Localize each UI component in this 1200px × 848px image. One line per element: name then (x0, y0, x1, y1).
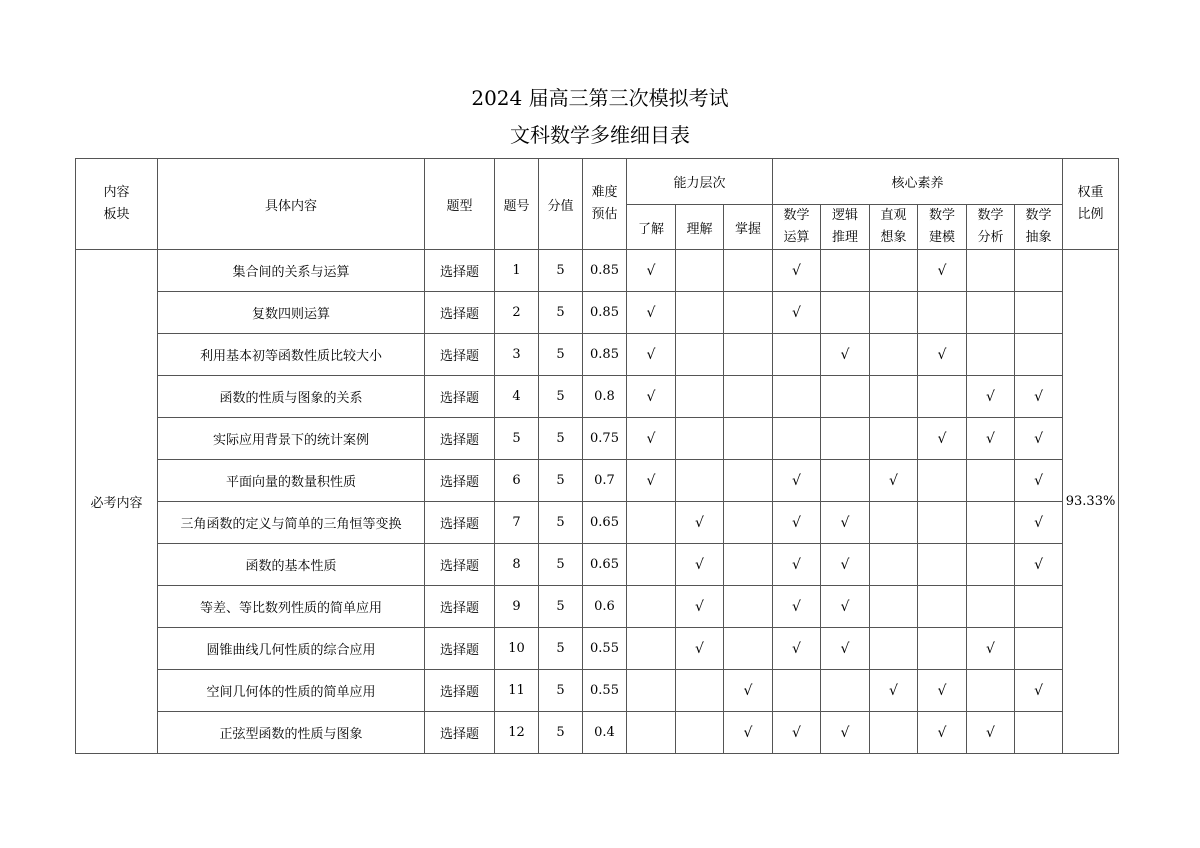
score-cell: 5 (539, 544, 583, 586)
ability-check-cell (627, 586, 676, 628)
ability-check-cell (676, 670, 724, 712)
literacy-check-cell (821, 250, 870, 292)
literacy-check-cell (918, 628, 967, 670)
number-cell: 3 (495, 334, 539, 376)
literacy-check-cell (967, 670, 1015, 712)
literacy-check-cell (870, 628, 918, 670)
header-block: 内容 板块 (76, 159, 158, 250)
literacy-check-cell (821, 418, 870, 460)
literacy-check-cell: √ (967, 712, 1015, 754)
literacy-check-cell (918, 460, 967, 502)
header-literacy: 数学 建模 (918, 205, 967, 250)
type-cell: 选择题 (425, 628, 495, 670)
literacy-check-cell: √ (821, 502, 870, 544)
header-literacy: 逻辑 推理 (821, 205, 870, 250)
score-cell: 5 (539, 670, 583, 712)
literacy-check-cell: √ (821, 712, 870, 754)
literacy-check-cell (1015, 292, 1063, 334)
literacy-check-cell (1015, 712, 1063, 754)
literacy-check-cell (870, 376, 918, 418)
literacy-check-cell (773, 670, 821, 712)
content-cell: 函数的性质与图象的关系 (158, 376, 425, 418)
ability-check-cell: √ (676, 502, 724, 544)
header-literacy: 直观 想象 (870, 205, 918, 250)
ability-check-cell (676, 376, 724, 418)
literacy-check-cell (821, 292, 870, 334)
ability-check-cell (724, 586, 773, 628)
type-cell: 选择题 (425, 502, 495, 544)
type-cell: 选择题 (425, 544, 495, 586)
score-cell: 5 (539, 334, 583, 376)
type-cell: 选择题 (425, 292, 495, 334)
number-cell: 12 (495, 712, 539, 754)
ability-check-cell: √ (724, 712, 773, 754)
literacy-check-cell: √ (870, 460, 918, 502)
table-row (76, 502, 1119, 544)
difficulty-cell: 0.4 (583, 712, 627, 754)
score-cell: 5 (539, 250, 583, 292)
literacy-check-cell: √ (967, 376, 1015, 418)
literacy-check-cell (773, 418, 821, 460)
literacy-check-cell (870, 334, 918, 376)
score-cell: 5 (539, 628, 583, 670)
ability-check-cell: √ (627, 250, 676, 292)
document-title: 2024 届高三第三次模拟考试 (471, 86, 729, 110)
type-cell: 选择题 (425, 418, 495, 460)
ability-check-cell (676, 292, 724, 334)
table-row (76, 460, 1119, 502)
literacy-check-cell: √ (1015, 460, 1063, 502)
content-cell: 集合间的关系与运算 (158, 250, 425, 292)
header-ability: 了解 (627, 205, 676, 250)
score-cell: 5 (539, 712, 583, 754)
content-cell: 函数的基本性质 (158, 544, 425, 586)
literacy-check-cell: √ (870, 670, 918, 712)
literacy-check-cell (821, 460, 870, 502)
literacy-check-cell (870, 712, 918, 754)
difficulty-cell: 0.55 (583, 628, 627, 670)
literacy-check-cell: √ (821, 628, 870, 670)
literacy-check-cell (773, 376, 821, 418)
literacy-check-cell (967, 544, 1015, 586)
literacy-check-cell: √ (773, 292, 821, 334)
literacy-check-cell: √ (821, 334, 870, 376)
ability-check-cell (724, 292, 773, 334)
ability-check-cell (676, 418, 724, 460)
table-row (76, 628, 1119, 670)
literacy-check-cell: √ (773, 628, 821, 670)
literacy-check-cell: √ (773, 502, 821, 544)
difficulty-cell: 0.85 (583, 334, 627, 376)
ability-check-cell (724, 250, 773, 292)
literacy-check-cell (870, 418, 918, 460)
table-row (76, 250, 1119, 292)
ability-check-cell (676, 460, 724, 502)
ability-check-cell (676, 250, 724, 292)
table-row (76, 544, 1119, 586)
content-cell: 等差、等比数列性质的简单应用 (158, 586, 425, 628)
type-cell: 选择题 (425, 712, 495, 754)
literacy-check-cell: √ (1015, 418, 1063, 460)
content-cell: 利用基本初等函数性质比较大小 (158, 334, 425, 376)
header-ability: 理解 (676, 205, 724, 250)
table-body (76, 250, 1119, 754)
literacy-check-cell (967, 586, 1015, 628)
number-cell: 9 (495, 586, 539, 628)
literacy-check-cell: √ (918, 334, 967, 376)
number-cell: 7 (495, 502, 539, 544)
literacy-check-cell: √ (1015, 670, 1063, 712)
ability-check-cell: √ (627, 418, 676, 460)
ability-check-cell (724, 628, 773, 670)
literacy-check-cell (918, 544, 967, 586)
block-label: 必考内容 (76, 250, 158, 754)
ability-check-cell: √ (627, 376, 676, 418)
ability-check-cell (724, 460, 773, 502)
score-cell: 5 (539, 376, 583, 418)
table-row (76, 670, 1119, 712)
literacy-check-cell: √ (918, 712, 967, 754)
ability-check-cell (676, 712, 724, 754)
literacy-check-cell (967, 502, 1015, 544)
difficulty-cell: 0.7 (583, 460, 627, 502)
ability-check-cell (724, 334, 773, 376)
ability-check-cell (724, 418, 773, 460)
type-cell: 选择题 (425, 460, 495, 502)
number-cell: 11 (495, 670, 539, 712)
literacy-check-cell: √ (967, 418, 1015, 460)
document-subtitle: 文科数学多维细目表 (510, 123, 690, 147)
ability-check-cell (724, 544, 773, 586)
content-cell: 平面向量的数量积性质 (158, 460, 425, 502)
ability-check-cell (627, 712, 676, 754)
literacy-check-cell (1015, 586, 1063, 628)
ability-check-cell: √ (724, 670, 773, 712)
literacy-check-cell (967, 292, 1015, 334)
header-score: 分值 (539, 159, 583, 250)
type-cell: 选择题 (425, 334, 495, 376)
literacy-check-cell: √ (1015, 544, 1063, 586)
literacy-check-cell: √ (773, 250, 821, 292)
literacy-check-cell (870, 544, 918, 586)
literacy-check-cell (1015, 334, 1063, 376)
ability-check-cell (627, 544, 676, 586)
header-ability: 掌握 (724, 205, 773, 250)
number-cell: 5 (495, 418, 539, 460)
difficulty-cell: 0.75 (583, 418, 627, 460)
difficulty-cell: 0.8 (583, 376, 627, 418)
literacy-check-cell: √ (773, 712, 821, 754)
number-cell: 4 (495, 376, 539, 418)
literacy-check-cell: √ (967, 628, 1015, 670)
score-cell: 5 (539, 418, 583, 460)
literacy-check-cell (870, 502, 918, 544)
table-row (76, 334, 1119, 376)
literacy-check-cell: √ (918, 418, 967, 460)
header-number: 题号 (495, 159, 539, 250)
difficulty-cell: 0.85 (583, 250, 627, 292)
literacy-check-cell: √ (918, 250, 967, 292)
weight-value: 93.33% (1063, 250, 1119, 754)
table-row (76, 418, 1119, 460)
score-cell: 5 (539, 502, 583, 544)
header-literacy: 数学 运算 (773, 205, 821, 250)
content-cell: 三角函数的定义与简单的三角恒等变换 (158, 502, 425, 544)
literacy-check-cell (918, 292, 967, 334)
literacy-check-cell (821, 376, 870, 418)
literacy-check-cell (918, 586, 967, 628)
literacy-check-cell (773, 334, 821, 376)
header-ability-group: 能力层次 (627, 159, 773, 205)
ability-check-cell: √ (627, 292, 676, 334)
type-cell: 选择题 (425, 670, 495, 712)
content-cell: 正弦型函数的性质与图象 (158, 712, 425, 754)
literacy-check-cell: √ (1015, 502, 1063, 544)
difficulty-cell: 0.85 (583, 292, 627, 334)
literacy-check-cell: √ (821, 544, 870, 586)
type-cell: 选择题 (425, 376, 495, 418)
number-cell: 1 (495, 250, 539, 292)
literacy-check-cell (870, 292, 918, 334)
header-literacy: 数学 抽象 (1015, 205, 1063, 250)
difficulty-cell: 0.65 (583, 544, 627, 586)
difficulty-cell: 0.55 (583, 670, 627, 712)
header-literacy-group: 核心素养 (773, 159, 1063, 205)
header-weight: 权重 比例 (1063, 159, 1119, 250)
header-content: 具体内容 (158, 159, 425, 250)
content-cell: 空间几何体的性质的简单应用 (158, 670, 425, 712)
type-cell: 选择题 (425, 250, 495, 292)
content-cell: 复数四则运算 (158, 292, 425, 334)
literacy-check-cell (1015, 628, 1063, 670)
literacy-check-cell: √ (918, 670, 967, 712)
ability-check-cell: √ (676, 544, 724, 586)
ability-check-cell: √ (676, 586, 724, 628)
table-row (76, 376, 1119, 418)
header-type: 题型 (425, 159, 495, 250)
literacy-check-cell: √ (773, 586, 821, 628)
ability-check-cell (627, 502, 676, 544)
content-cell: 实际应用背景下的统计案例 (158, 418, 425, 460)
literacy-check-cell: √ (773, 460, 821, 502)
literacy-check-cell (918, 376, 967, 418)
ability-check-cell (627, 628, 676, 670)
number-cell: 10 (495, 628, 539, 670)
literacy-check-cell (918, 502, 967, 544)
literacy-check-cell (967, 460, 1015, 502)
literacy-check-cell (967, 250, 1015, 292)
literacy-check-cell (821, 670, 870, 712)
type-cell: 选择题 (425, 586, 495, 628)
number-cell: 6 (495, 460, 539, 502)
table-row (76, 712, 1119, 754)
ability-check-cell: √ (627, 334, 676, 376)
difficulty-cell: 0.6 (583, 586, 627, 628)
table-row (76, 586, 1119, 628)
number-cell: 2 (495, 292, 539, 334)
difficulty-cell: 0.65 (583, 502, 627, 544)
literacy-check-cell: √ (773, 544, 821, 586)
ability-check-cell: √ (627, 460, 676, 502)
table-row (76, 292, 1119, 334)
specification-table (75, 158, 1119, 754)
header-difficulty: 难度 预估 (583, 159, 627, 250)
score-cell: 5 (539, 586, 583, 628)
ability-check-cell (724, 502, 773, 544)
score-cell: 5 (539, 460, 583, 502)
ability-check-cell (724, 376, 773, 418)
number-cell: 8 (495, 544, 539, 586)
literacy-check-cell: √ (821, 586, 870, 628)
header-literacy: 数学 分析 (967, 205, 1015, 250)
content-cell: 圆锥曲线几何性质的综合应用 (158, 628, 425, 670)
literacy-check-cell (870, 586, 918, 628)
literacy-check-cell (870, 250, 918, 292)
ability-check-cell (627, 670, 676, 712)
literacy-check-cell (967, 334, 1015, 376)
ability-check-cell (676, 334, 724, 376)
ability-check-cell: √ (676, 628, 724, 670)
literacy-check-cell (1015, 250, 1063, 292)
score-cell: 5 (539, 292, 583, 334)
literacy-check-cell: √ (1015, 376, 1063, 418)
